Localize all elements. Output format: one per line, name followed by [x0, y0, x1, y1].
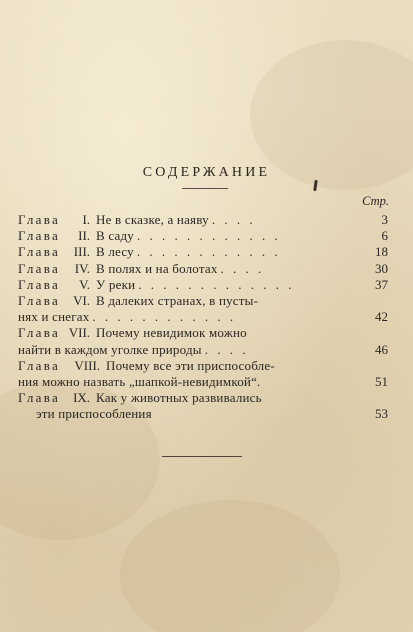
- chapter-label: Глава: [18, 325, 61, 341]
- toc-entry: [18, 390, 388, 422]
- page-number: 42: [375, 309, 388, 325]
- dot-leader: . . . .: [204, 341, 249, 357]
- toc-row: [18, 325, 388, 341]
- toc-row-continuation: [18, 406, 388, 422]
- chapter-numeral: IV.: [74, 260, 91, 276]
- chapter-label: Глава: [18, 357, 61, 373]
- chapter-numeral: VI.: [73, 292, 91, 308]
- toc-row-continuation: [18, 374, 388, 390]
- toc-entry: [18, 244, 388, 260]
- toc-entry: [18, 325, 388, 357]
- chapter-title: В саду: [96, 228, 134, 244]
- table-of-contents: [18, 212, 388, 422]
- chapter-label: Глава: [18, 292, 61, 308]
- chapter-numeral: V.: [79, 276, 91, 292]
- chapter-title: Почему все эти приспособле-: [106, 357, 275, 373]
- toc-row: [18, 293, 388, 309]
- toc-row: [18, 390, 388, 406]
- toc-entry: [18, 261, 388, 277]
- page-column-label: Стр.: [362, 194, 389, 208]
- chapter-numeral: I.: [82, 212, 91, 227]
- toc-row: [18, 358, 388, 374]
- toc-row: [18, 212, 388, 228]
- toc-entry: [18, 212, 388, 228]
- toc-row: [18, 277, 388, 293]
- chapter-numeral: VIII.: [74, 357, 101, 373]
- page-number: 3: [381, 212, 388, 227]
- chapter-label: Глава: [18, 212, 61, 227]
- chapter-title-continuation: найти в каждом уголке природы: [18, 341, 202, 357]
- chapter-title: У реки: [96, 276, 136, 292]
- dot-leader: . . . .: [220, 260, 265, 276]
- dot-leader: . . . .: [211, 212, 256, 227]
- dot-leader: . . . . . . . . . . . .: [136, 228, 281, 244]
- page-number: 6: [381, 228, 388, 244]
- chapter-title-continuation: нях и снегах: [18, 309, 90, 325]
- chapter-label: Глава: [18, 244, 61, 260]
- toc-row: [18, 228, 388, 244]
- dot-leader: . . . . . . . . . . . . .: [138, 276, 295, 292]
- chapter-title: Не в сказке, а наяву: [96, 212, 209, 227]
- chapter-numeral: II.: [78, 228, 91, 244]
- chapter-title: В далеких странах, в пусты-: [96, 292, 259, 308]
- chapter-label: Глава: [18, 228, 61, 244]
- chapter-numeral: III.: [73, 244, 91, 260]
- chapter-title-continuation: эти приспособления: [36, 406, 152, 422]
- chapter-title: В полях и на болотах: [96, 260, 218, 276]
- page-number: 51: [375, 373, 388, 389]
- chapter-title-continuation: ния можно назвать „шапкой-невидимкой“.: [18, 373, 261, 389]
- page-number: 37: [375, 276, 388, 292]
- heading-underline: [182, 188, 228, 189]
- closing-rule: [162, 456, 242, 457]
- chapter-label: Глава: [18, 276, 61, 292]
- contents-heading: СОДЕРЖАНИЕ: [142, 165, 271, 180]
- toc-row-continuation: [18, 309, 388, 325]
- toc-row: [18, 261, 388, 277]
- toc-entry: [18, 293, 388, 325]
- page-number: 46: [375, 341, 388, 357]
- chapter-title: Почему невидимок можно: [96, 325, 247, 341]
- toc-entry: [18, 358, 388, 390]
- chapter-label: Глава: [18, 390, 61, 406]
- chapter-title: В лесу: [96, 244, 134, 260]
- toc-row: [18, 244, 388, 260]
- page-number: 30: [375, 260, 388, 276]
- page-number: 53: [375, 406, 388, 422]
- page-number: 18: [375, 244, 388, 260]
- paper-stain: [120, 500, 340, 632]
- toc-row-continuation: [18, 342, 388, 358]
- chapter-label: Глава: [18, 260, 61, 276]
- toc-entry: [18, 228, 388, 244]
- chapter-title: Как у животных развивались: [96, 390, 262, 406]
- dot-leader: . . . . . . . . . . . .: [136, 244, 281, 260]
- chapter-numeral: VII.: [68, 325, 91, 341]
- chapter-numeral: IX.: [73, 390, 91, 406]
- dot-leader: . . . . . . . . . . . .: [92, 309, 237, 325]
- toc-entry: [18, 277, 388, 293]
